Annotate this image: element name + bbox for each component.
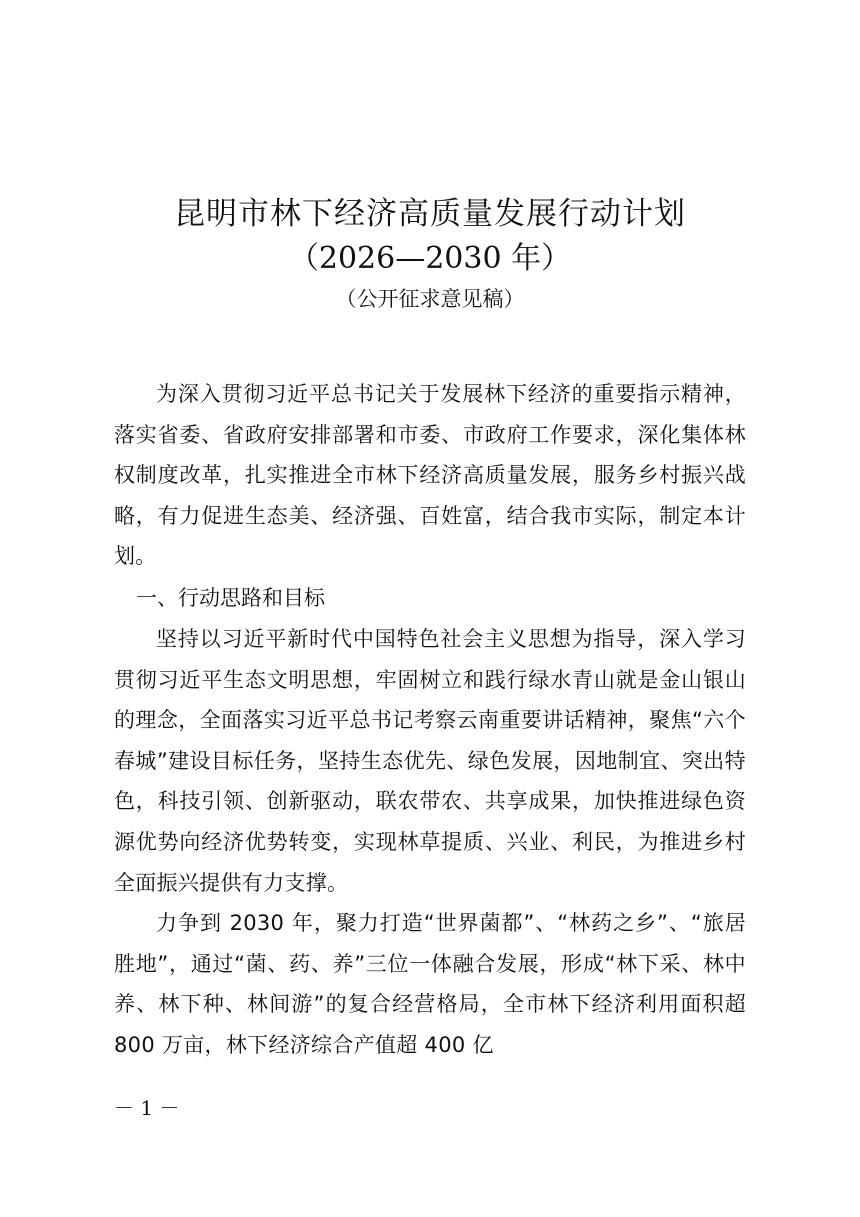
section-heading: 一、行动思路和目标 xyxy=(136,585,325,610)
page-number: － 1 － xyxy=(114,1096,180,1120)
document-body xyxy=(114,374,746,1066)
document-title: 昆明市林下经济高质量发展行动计划 xyxy=(174,196,686,232)
document-years: （2026—2030 年） xyxy=(288,241,572,276)
draft-note: （公开征求意见稿） xyxy=(335,287,525,311)
intro-paragraph: 为深入贯彻习近平总书记关于发展林下经济的重要指示精神，落实省委、省政府安排部署和市委、市政府工作要求，深化集体林权制度改革，扎实推进全市林下经济高质量发展，服务乡村振兴战略，有力促进生态美、经济强、百姓富，结合我市实际，制定本计划。 xyxy=(114,382,746,569)
section-paragraph: 力争到 2030 年，聚力打造“世界菌都”、“林药之乡”、“旅居胜地”，通过“菌、药、养”三位一体融合发展，形成“林下采、林中养、林下种、林间游”的复合经营格局，全市林下经济利用面积超 800 万亩，林下经济综合产值超 400 亿 xyxy=(114,911,746,1057)
section-paragraph: 坚持以习近平新时代中国特色社会主义思想为指导，深入学习贯彻习近平生态文明思想，牢固树立和践行绿水青山就是金山银山的理念，全面落实习近平总书记考察云南重要讲话精神，聚焦“六个春城”建设目标任务，坚持生态优先、绿色发展，因地制宜、突出特色，科技引领、创新驱动，联农带农、共享成果，加快推进绿色资源优势向经济优势转变，实现林草提质、兴业、利民，为推进乡村全面振兴提供有力支撑。 xyxy=(114,626,746,895)
